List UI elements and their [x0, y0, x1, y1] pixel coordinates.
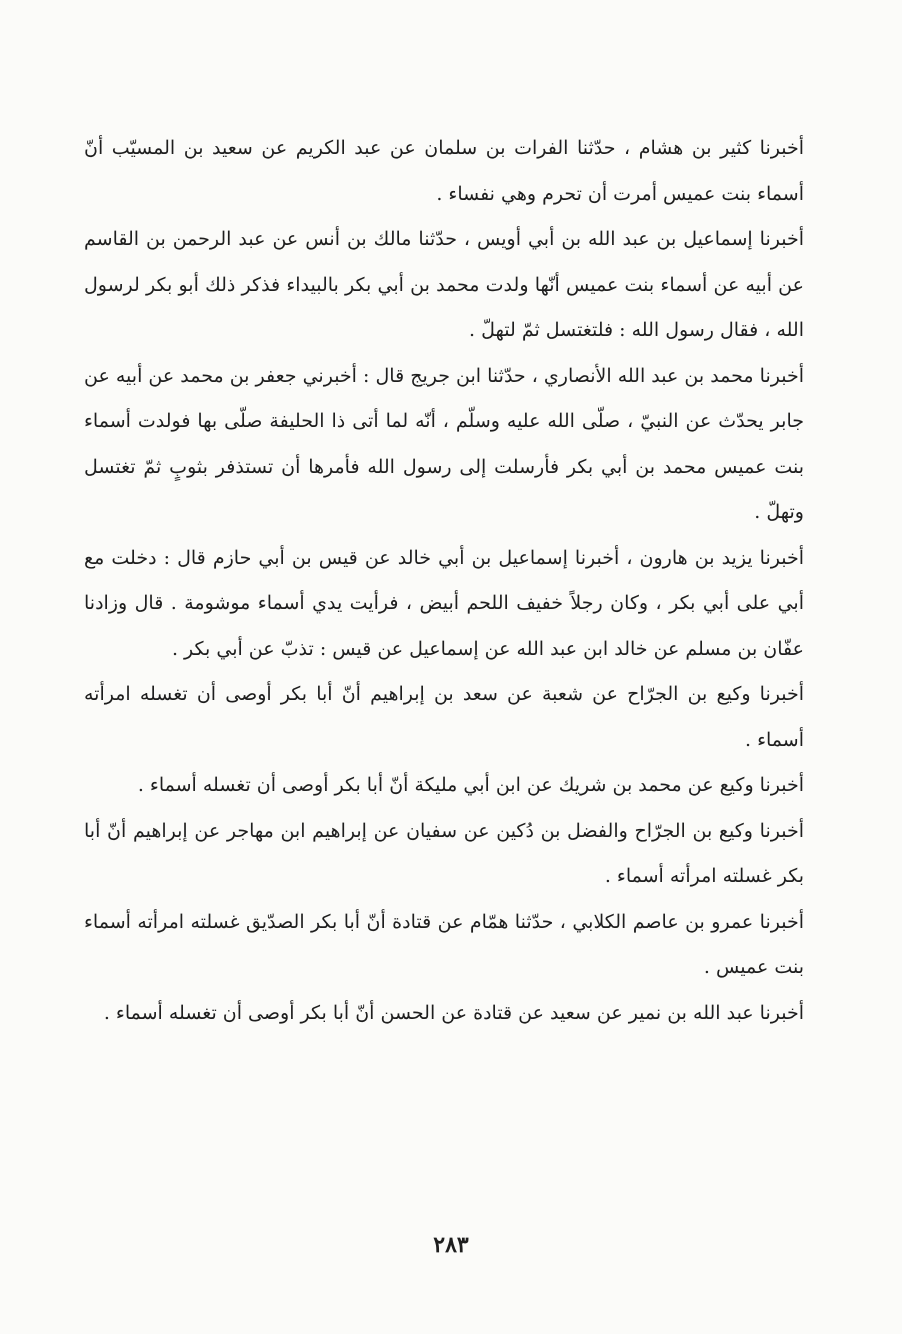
- page-number: ٢٨٣: [433, 1232, 469, 1258]
- paragraph-5: أخبرنا وكيع بن الجرّاح عن شعبة عن سعد بن إبراهيم أنّ أبا بكر أوصى أن تغسله امرأته أسماء .: [84, 683, 804, 751]
- body-text: [84, 126, 804, 1036]
- paragraph-2: أخبرنا إسماعيل بن عبد الله بن أبي أويس ، حدّثنا مالك بن أنس عن عبد الرحمن بن القاسم عن أبيه عن أسماء بنت عميس أنّها ولدت محمد بن أبي بكر بالبيداء فذكر ذلك أبو بكر لرسول الله ، فقال رسول الله : فلتغتسل ثمّ لتهلّ .: [84, 228, 804, 341]
- paragraph-4: أخبرنا يزيد بن هارون ، أخبرنا إسماعيل بن أبي خالد عن قيس بن أبي حازم قال : دخلت مع أبي على أبي بكر ، وكان رجلاً خفيف اللحم أبيض ، فرأيت يدي أسماء موشومة . قال وزادنا عفّان بن مسلم عن خالد ابن عبد الله عن إسماعيل عن قيس : تذبّ عن أبي بكر .: [84, 546, 804, 660]
- paragraph-1: أخبرنا كثير بن هشام ، حدّثنا الفرات بن سلمان عن عبد الكريم عن سعيد بن المسيّب أنّ أسماء بنت عميس أمرت أن تحرم وهي نفساء .: [84, 137, 804, 205]
- paragraph-6: أخبرنا وكيع عن محمد بن شريك عن ابن أبي مليكة أنّ أبا بكر أوصى أن تغسله أسماء .: [137, 774, 804, 796]
- paragraph-8: أخبرنا عمرو بن عاصم الكلابي ، حدّثنا همّام عن قتادة أنّ أبا بكر الصدّيق غسلته امرأته أسماء بنت عميس .: [84, 910, 804, 978]
- paragraph-3: أخبرنا محمد بن عبد الله الأنصاري ، حدّثنا ابن جريج قال : أخبرني جعفر بن محمد عن أبيه عن جابر يحدّث عن النبيّ ، صلّى الله عليه وسلّم ، أنّه لما أتى ذا الحليفة صلّى بها فولدت أسماء بنت عميس محمد بن أبي بكر فأرسلت إلى رسول الله فأمرها أن تستذفر بثوبٍ ثمّ تغتسل وتهلّ .: [84, 364, 804, 523]
- paragraph-9: أخبرنا عبد الله بن نمير عن سعيد عن قتادة عن الحسن أنّ أبا بكر أوصى أن تغسله أسماء .: [103, 1001, 804, 1024]
- paragraph-7: أخبرنا وكيع بن الجرّاح والفضل بن دُكين عن سفيان عن إبراهيم ابن مهاجر عن إبراهيم أنّ أبا بكر غسلته امرأته أسماء .: [84, 819, 804, 887]
